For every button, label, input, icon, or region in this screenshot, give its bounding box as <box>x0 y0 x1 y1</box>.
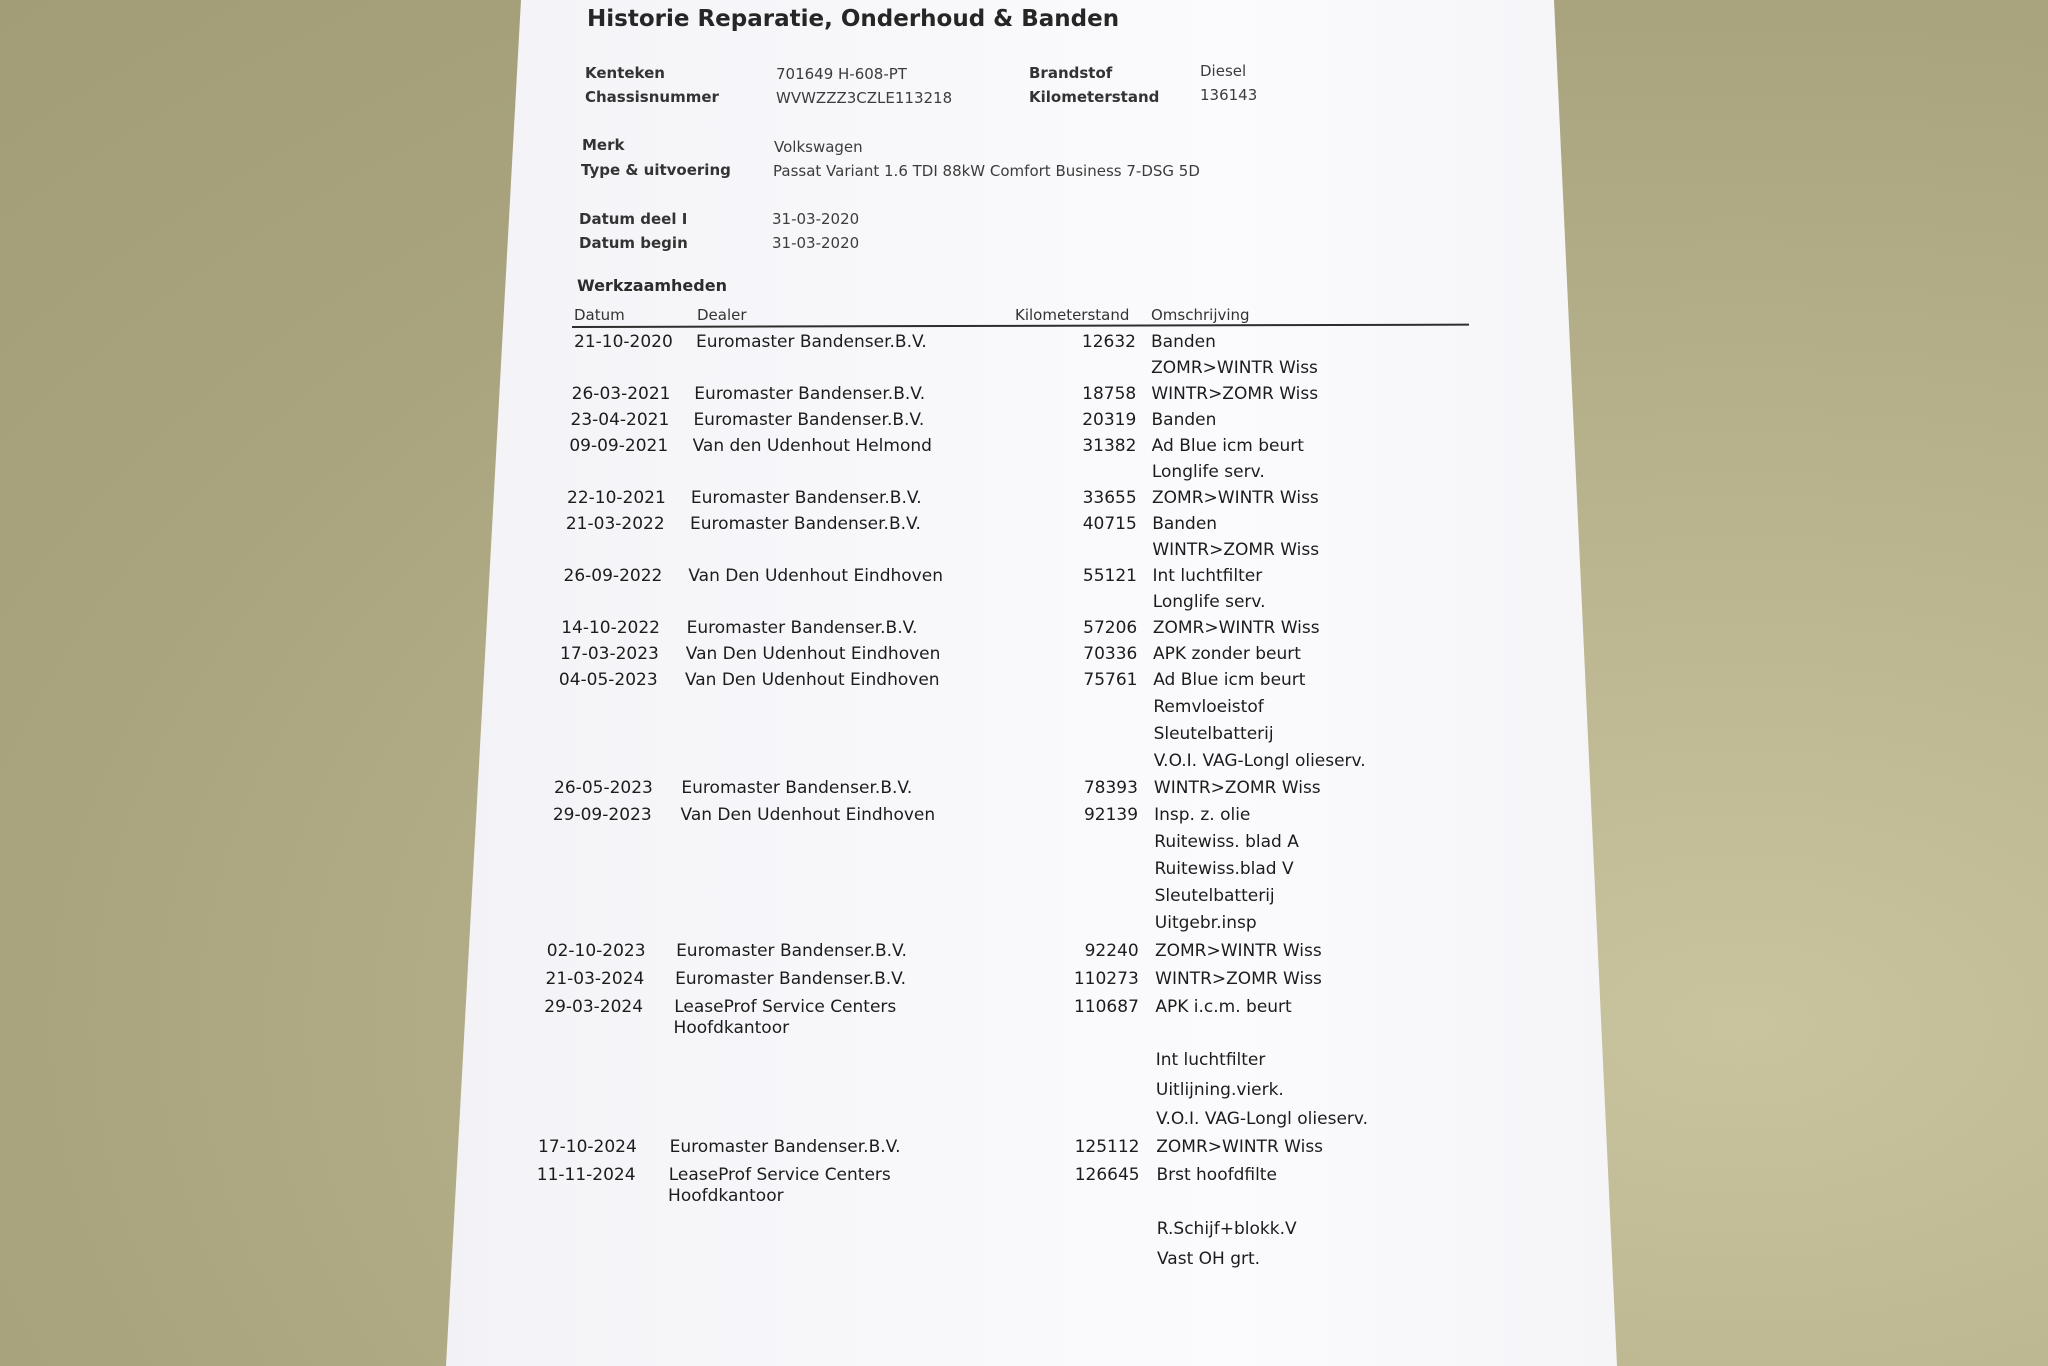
document-title: Historie Reparatie, Onderhoud & Banden <box>587 6 1120 32</box>
kilometerstand-value: 136143 <box>1200 86 1258 104</box>
row-kilometerstand: 55121 <box>1082 566 1138 586</box>
row-dealer: Euromaster Bandenser.B.V. <box>686 618 918 638</box>
datum-begin-label: Datum begin <box>579 234 688 252</box>
row-kilometerstand: 33655 <box>1082 488 1137 508</box>
row-omschrijving: Ruitewiss. blad A <box>1154 832 1299 852</box>
row-omschrijving: Banden <box>1151 410 1217 430</box>
row-omschrijving: Longlife serv. <box>1151 462 1265 482</box>
row-omschrijving: WINTR>ZOMR Wiss <box>1153 778 1321 798</box>
row-omschrijving: ZOMR>WINTR Wiss <box>1156 1137 1324 1157</box>
row-kilometerstand: 18758 <box>1082 384 1137 404</box>
row-omschrijving: ZOMR>WINTR Wiss <box>1154 941 1322 961</box>
row-omschrijving: WINTR>ZOMR Wiss <box>1151 384 1319 404</box>
column-header-omschrijving: Omschrijving <box>1151 306 1250 324</box>
row-kilometerstand: 78393 <box>1083 778 1138 798</box>
row-datum: 17-10-2024 <box>538 1137 637 1157</box>
row-kilometerstand: 12632 <box>1081 332 1136 352</box>
row-datum: 14-10-2022 <box>561 618 660 638</box>
row-datum: 26-09-2022 <box>563 566 663 586</box>
row-omschrijving: Brst hoofdfilte <box>1156 1165 1277 1185</box>
row-datum: 26-03-2021 <box>571 384 671 404</box>
row-kilometerstand: 20319 <box>1082 410 1137 430</box>
row-dealer: Van Den Udenhout Eindhoven <box>688 566 943 586</box>
brandstof-value: Diesel <box>1200 62 1247 80</box>
row-omschrijving: Ad Blue icm beurt <box>1153 670 1306 690</box>
column-header-kilometerstand: Kilometerstand <box>1015 306 1130 324</box>
chassis-label: Chassisnummer <box>585 88 719 106</box>
row-dealer: Van Den Udenhout Eindhoven <box>685 644 941 664</box>
kenteken-label: Kenteken <box>585 64 665 82</box>
datum-deel-value: 31-03-2020 <box>772 210 860 228</box>
row-dealer: Van Den Udenhout Eindhoven <box>680 805 936 825</box>
row-omschrijving: Ruitewiss.blad V <box>1154 859 1294 879</box>
row-omschrijving: Longlife serv. <box>1152 592 1266 612</box>
row-kilometerstand: 75761 <box>1083 670 1138 690</box>
brandstof-label: Brandstof <box>1029 64 1113 82</box>
row-kilometerstand: 126645 <box>1074 1165 1140 1185</box>
kenteken-value: 701649 H-608-PT <box>776 65 907 83</box>
row-omschrijving: Uitlijning.vierk. <box>1155 1080 1284 1100</box>
row-omschrijving: Int luchtfilter <box>1155 1050 1266 1070</box>
row-datum: 29-09-2023 <box>552 805 652 825</box>
row-omschrijving: R.Schijf+blokk.V <box>1156 1219 1297 1239</box>
row-datum: 21-03-2024 <box>545 969 645 989</box>
type-label: Type & uitvoering <box>581 161 731 179</box>
row-dealer: LeaseProf Service Centers <box>674 997 897 1017</box>
row-omschrijving: V.O.I. VAG-Longl olieserv. <box>1153 751 1366 771</box>
row-datum: 21-10-2020 <box>574 332 673 352</box>
row-kilometerstand: 125112 <box>1074 1137 1140 1157</box>
row-omschrijving: APK zonder beurt <box>1153 644 1301 664</box>
row-dealer: Euromaster Bandenser.B.V. <box>690 514 921 534</box>
row-dealer: Hoofdkantoor <box>673 1018 790 1038</box>
row-omschrijving: Vast OH grt. <box>1157 1249 1261 1269</box>
chassis-value: WVWZZZ3CZLE113218 <box>776 89 953 107</box>
row-omschrijving: ZOMR>WINTR Wiss <box>1151 358 1318 378</box>
row-datum: 26-05-2023 <box>554 778 653 798</box>
row-dealer: Euromaster Bandenser.B.V. <box>669 1137 901 1157</box>
row-omschrijving: ZOMR>WINTR Wiss <box>1152 618 1320 638</box>
row-datum: 17-03-2023 <box>560 644 659 664</box>
datum-begin-value: 31-03-2020 <box>772 234 860 252</box>
row-kilometerstand: 110687 <box>1073 997 1139 1017</box>
row-datum: 21-03-2022 <box>565 514 665 534</box>
row-dealer: Euromaster Bandenser.B.V. <box>693 410 925 430</box>
row-omschrijving: Remvloeistof <box>1153 697 1264 717</box>
row-omschrijving: Uitgebr.insp <box>1154 913 1257 933</box>
row-kilometerstand: 110273 <box>1073 969 1139 989</box>
row-dealer: Van Den Udenhout Eindhoven <box>684 670 940 690</box>
row-omschrijving: Banden <box>1151 332 1216 352</box>
row-dealer: LeaseProf Service Centers <box>668 1165 891 1185</box>
row-datum: 11-11-2024 <box>536 1165 636 1185</box>
datum-deel-label: Datum deel I <box>579 210 688 228</box>
row-kilometerstand: 57206 <box>1083 618 1138 638</box>
row-dealer: Euromaster Bandenser.B.V. <box>675 969 906 989</box>
row-omschrijving: Ad Blue icm beurt <box>1151 436 1304 456</box>
kilometerstand-label: Kilometerstand <box>1029 88 1160 106</box>
row-omschrijving: ZOMR>WINTR Wiss <box>1152 488 1319 508</box>
row-dealer: Euromaster Bandenser.B.V. <box>681 778 913 798</box>
row-kilometerstand: 31382 <box>1082 436 1137 456</box>
row-omschrijving: WINTR>ZOMR Wiss <box>1152 540 1320 560</box>
row-dealer: Van den Udenhout Helmond <box>692 436 932 456</box>
merk-value: Volkswagen <box>774 138 863 156</box>
row-dealer: Euromaster Bandenser.B.V. <box>690 488 922 508</box>
row-dealer: Euromaster Bandenser.B.V. <box>676 941 907 961</box>
section-title: Werkzaamheden <box>577 276 727 295</box>
row-kilometerstand: 92240 <box>1084 941 1139 961</box>
row-datum: 29-03-2024 <box>544 997 644 1017</box>
row-kilometerstand: 70336 <box>1083 644 1138 664</box>
row-omschrijving: Sleutelbatterij <box>1154 886 1275 906</box>
row-dealer: Euromaster Bandenser.B.V. <box>694 384 926 404</box>
row-omschrijving: V.O.I. VAG-Longl olieserv. <box>1156 1109 1369 1129</box>
row-dealer: Hoofdkantoor <box>668 1186 784 1206</box>
column-header-datum: Datum <box>574 306 625 324</box>
row-datum: 04-05-2023 <box>558 670 658 690</box>
row-datum: 22-10-2021 <box>567 488 666 508</box>
row-kilometerstand: 92139 <box>1083 805 1139 825</box>
merk-label: Merk <box>582 136 625 154</box>
row-omschrijving: APK i.c.m. beurt <box>1155 997 1292 1017</box>
row-dealer: Euromaster Bandenser.B.V. <box>696 332 927 352</box>
type-value: Passat Variant 1.6 TDI 88kW Comfort Business 7-DSG 5D <box>773 162 1200 180</box>
column-header-dealer: Dealer <box>697 306 747 324</box>
row-omschrijving: WINTR>ZOMR Wiss <box>1155 969 1322 989</box>
row-datum: 23-04-2021 <box>570 410 670 430</box>
row-omschrijving: Banden <box>1152 514 1218 534</box>
row-kilometerstand: 40715 <box>1082 514 1137 534</box>
row-datum: 09-09-2021 <box>569 436 669 456</box>
row-omschrijving: Int luchtfilter <box>1152 566 1263 586</box>
row-omschrijving: Insp. z. olie <box>1154 805 1251 825</box>
row-omschrijving: Sleutelbatterij <box>1153 724 1274 744</box>
row-datum: 02-10-2023 <box>546 941 646 961</box>
